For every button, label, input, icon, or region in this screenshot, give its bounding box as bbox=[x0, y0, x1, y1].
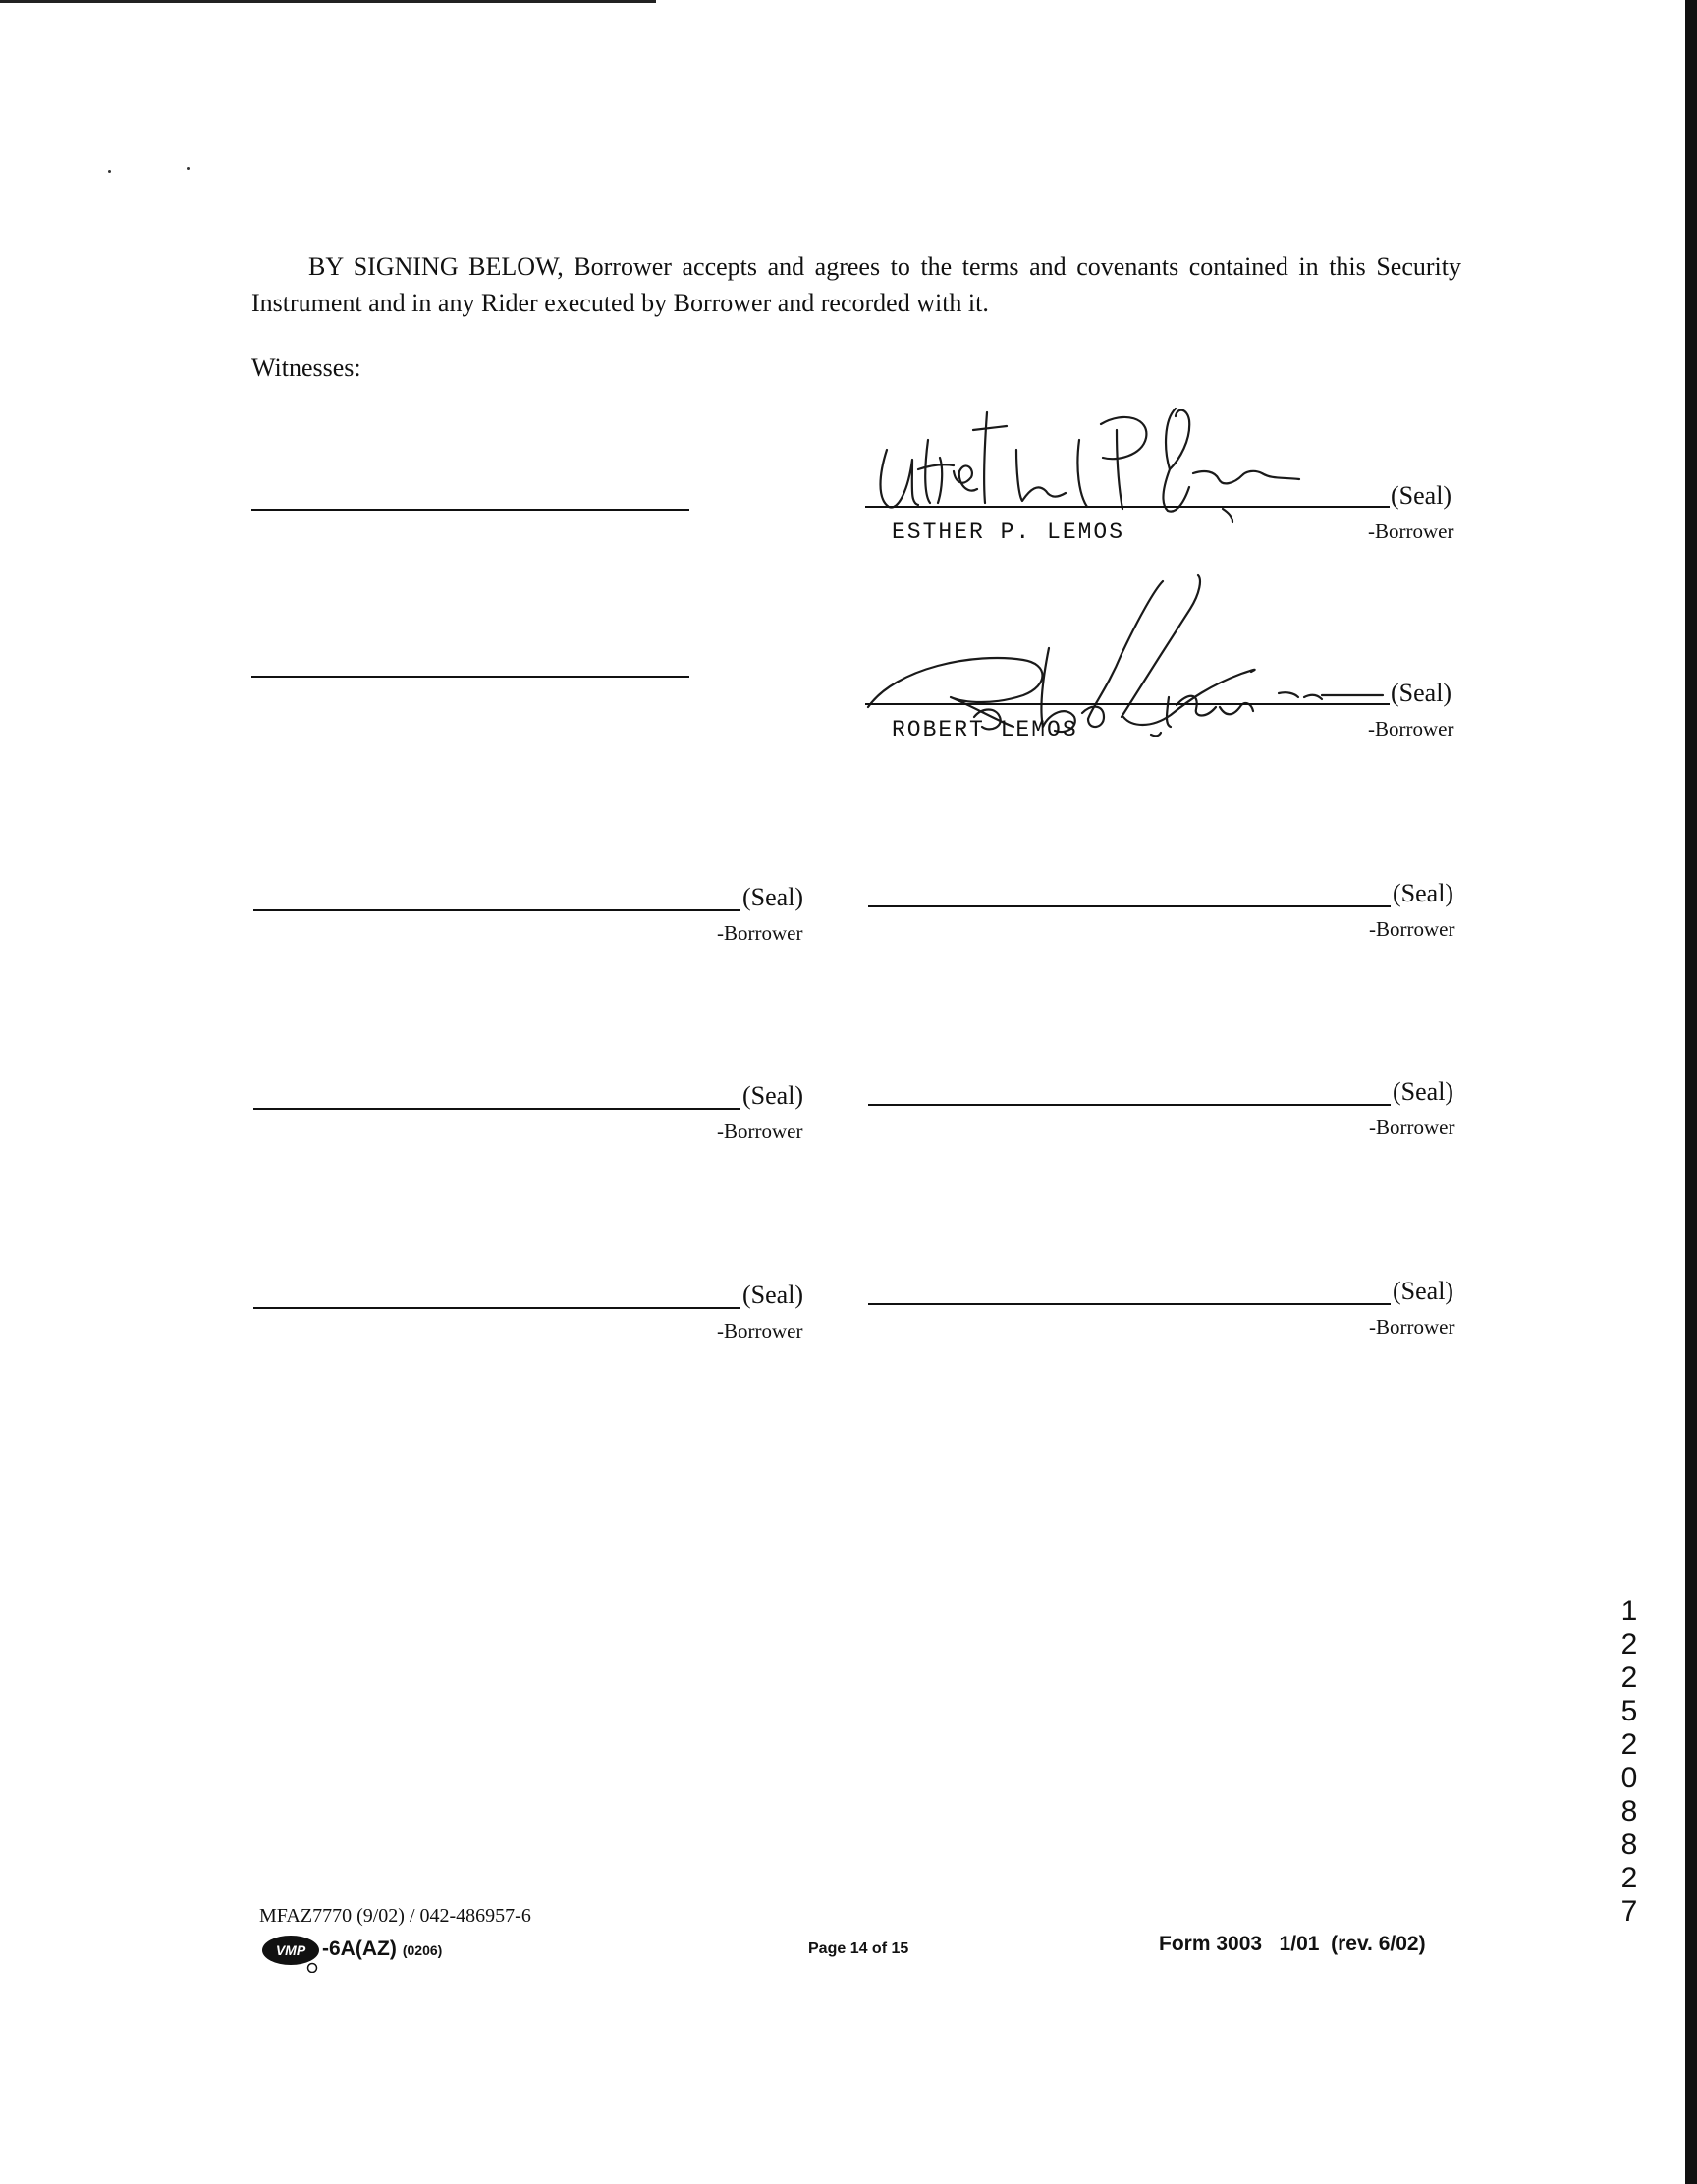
witness-signature-line bbox=[251, 509, 689, 511]
borrower-role-label: -Borrower bbox=[1369, 1116, 1455, 1139]
scan-edge-top bbox=[0, 0, 656, 3]
seal-label: (Seal) bbox=[1391, 481, 1452, 510]
seal-label: (Seal) bbox=[1391, 679, 1452, 707]
borrower-role-label: -Borrower bbox=[1369, 917, 1455, 941]
blank-borrower-line bbox=[253, 909, 740, 911]
page-number: Page 14 of 15 bbox=[808, 1940, 909, 1957]
seal-label: (Seal) bbox=[742, 883, 804, 911]
borrower-role-label: -Borrower bbox=[1369, 1315, 1455, 1338]
seal-label: (Seal) bbox=[742, 1081, 804, 1110]
scan-speck bbox=[108, 170, 111, 173]
vmp-logo-icon bbox=[261, 1934, 322, 1973]
witnesses-heading: Witnesses: bbox=[251, 354, 361, 382]
vmp-form-date: (0206) bbox=[402, 1942, 443, 1958]
recording-number: 12252 08827 bbox=[1620, 1595, 1638, 1928]
vmp-logo-text: VMP bbox=[275, 1942, 306, 1958]
blank-borrower-line bbox=[868, 1303, 1391, 1305]
scan-edge-right bbox=[1685, 0, 1697, 2184]
borrower-role-label: -Borrower bbox=[1368, 717, 1454, 740]
borrower-signature-line bbox=[865, 506, 1390, 508]
borrower-typed-name: ESTHER P. LEMOS bbox=[892, 519, 1125, 545]
blank-borrower-line bbox=[868, 1104, 1391, 1106]
footer-form-code: MFAZ7770 (9/02) / 042-486957-6 bbox=[259, 1905, 531, 1927]
signing-clause-lead: BY SIGNING BELOW, bbox=[308, 252, 564, 281]
seal-label: (Seal) bbox=[1393, 1277, 1454, 1305]
borrower-typed-name: ROBERT LEMOS bbox=[892, 717, 1078, 742]
blank-borrower-line bbox=[253, 1307, 740, 1309]
borrower-role-label: -Borrower bbox=[717, 921, 803, 945]
seal-label: (Seal) bbox=[1393, 879, 1454, 907]
borrower-signature-line bbox=[865, 703, 1390, 705]
vmp-form-number: -6A(AZ) bbox=[322, 1938, 397, 1960]
esther-lemos-signature bbox=[869, 401, 1311, 528]
seal-label: (Seal) bbox=[742, 1281, 804, 1309]
scan-speck bbox=[187, 167, 190, 170]
borrower-role-label: -Borrower bbox=[717, 1119, 803, 1143]
form-number: Form 3003 1/01 (rev. 6/02) bbox=[1159, 1933, 1426, 1955]
blank-borrower-line bbox=[868, 905, 1391, 907]
vmp-form-code bbox=[322, 1938, 442, 1961]
signing-clause bbox=[251, 248, 1461, 321]
borrower-role-label: -Borrower bbox=[1368, 519, 1454, 543]
borrower-role-label: -Borrower bbox=[717, 1319, 803, 1342]
signing-clause-text: Borrower accepts and agrees to the terms and covenants contained in this Security Instrument and in any Rider executed by Borrower and recorded with it. bbox=[251, 252, 1461, 317]
blank-borrower-line bbox=[253, 1108, 740, 1110]
witness-signature-line bbox=[251, 676, 689, 678]
seal-label: (Seal) bbox=[1393, 1077, 1454, 1106]
